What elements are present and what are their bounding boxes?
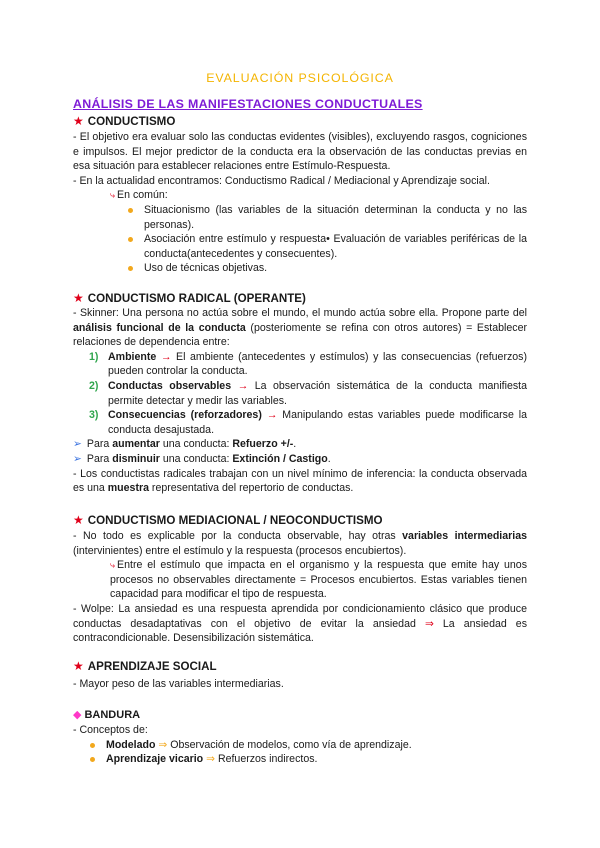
hook-arrow-icon: ⤷ <box>110 190 116 201</box>
arrow-right-icon: → <box>160 350 172 363</box>
paragraph: - Skinner: Una persona no actúa sobre el mundo, el mundo actúa sobre ella. Propone parte del análisis funcional de la conducta (posteriomente se refina con otros autores) = Establecer relaciones de dependencia entre: <box>73 307 527 349</box>
star-icon: ★ <box>73 114 84 128</box>
paragraph: - No todo es explicable por la conducta observable, hay otras variables intermediarias (intervinientes) entre el estímulo y la respuesta (procesos encubiertos). <box>73 530 527 557</box>
list-item: 2) Conductas observables → La observación sistemática de la conducta manifiesta permite detectar y medir las variables. <box>89 379 527 407</box>
paragraph: - El objetivo era evaluar solo las conductas evidentes (visibles), excluyendo rasgos, cogniciones e impulsos. El mejor predictor de la conducta era la observación de las conductas previas en esa situación para establecer relaciones entre Estímulo-Respuesta. <box>73 131 527 173</box>
section-heading-radical: ★ CONDUCTISMO RADICAL (OPERANTE) <box>73 291 306 305</box>
page-title: EVALUACIÓN PSICOLÓGICA <box>206 71 394 85</box>
section-body-conductismo <box>73 130 527 276</box>
section-heading-social: ★ APRENDIZAJE SOCIAL <box>73 659 217 673</box>
list-item: Situacionismo (las variables de la situación determinan la conducta y no las personas). <box>127 203 527 232</box>
triangle-arrow-icon: ➢ <box>73 438 82 451</box>
list-item: Asociación entre estímulo y respuesta• Evaluación de variables periféricas de la conducta(antecedentes y consecuentes). <box>127 232 527 261</box>
paragraph: - Los conductistas radicales trabajan con un nivel mínimo de inferencia: la conducta observada es una muestra representativa del repertorio de conductas. <box>73 467 527 495</box>
section-body-social <box>73 677 527 692</box>
section-heading-conductismo: ★ CONDUCTISMO <box>73 114 176 128</box>
section-body-bandura <box>73 723 527 767</box>
arrow-right-icon: → <box>237 379 249 392</box>
list-item: 3) Consecuencias (reforzadores) → Manipulando estas variables puede modificarse la conducta desajustada. <box>89 409 527 436</box>
section-heading-mediacional: ★ CONDUCTISMO MEDIACIONAL / NEOCONDUCTISMO <box>73 513 383 527</box>
list-item: Aprendizaje vicario ⇒ Refuerzos indirectos. <box>89 752 527 767</box>
star-icon: ★ <box>73 291 84 305</box>
paragraph: - Conceptos de: <box>73 724 148 736</box>
section-heading-bandura: ◆ BANDURA <box>73 709 141 721</box>
diamond-icon: ◆ <box>73 709 82 721</box>
double-arrow-icon: ⇒ <box>424 617 434 630</box>
section-body-mediacional <box>73 529 527 646</box>
hook-arrow-icon: ⤷ <box>110 560 116 571</box>
numbered-list <box>73 350 527 438</box>
arrow-right-icon: → <box>266 409 278 422</box>
list-item: 1) Ambiente → El ambiente (antecedentes y estímulos) y las consecuencias (refuerzos) pueden controlar la conducta. <box>89 350 527 378</box>
paragraph: ➢ Para disminuir una conducta: Extinción / Castigo. <box>73 452 331 465</box>
page-subtitle: ANÁLISIS DE LAS MANIFESTACIONES CONDUCTUALES <box>73 97 423 111</box>
list-item: Uso de técnicas objetivas. <box>127 261 527 276</box>
bullet-list <box>73 203 527 276</box>
list-item: Modelado ⇒ Observación de modelos, como vía de aprendizaje. <box>89 738 527 753</box>
double-arrow-icon: ⇒ <box>158 738 168 751</box>
hook-note: ⤷ Entre el estímulo que impacta en el organismo y la respuesta que emite hay unos procesos no observables directamente = Procesos encubiertos. Estas variables tienen capacidad para modificar el tipo de respuesta. <box>110 559 527 601</box>
paragraph: ➢ Para aumentar una conducta: Refuerzo +/-. <box>73 438 297 451</box>
star-icon: ★ <box>73 513 84 527</box>
paragraph: - Wolpe: La ansiedad es una respuesta aprendida por condicionamiento clásico que produce conductas desadaptativas con el objetivo de evitar la ansiedad ⇒ La ansiedad es contracondicionable. Desensibilización sistemática. <box>73 602 527 645</box>
star-icon: ★ <box>73 659 84 673</box>
paragraph: - Mayor peso de las variables intermediarias. <box>73 678 284 690</box>
triangle-arrow-icon: ➢ <box>73 452 82 465</box>
bullet-list <box>73 738 527 767</box>
double-arrow-icon: ⇒ <box>206 753 215 766</box>
section-body-radical <box>73 306 527 496</box>
paragraph: - En la actualidad encontramos: Conductismo Radical / Mediacional y Aprendizaje social. <box>73 174 490 187</box>
common-label: ⤷ En común: <box>110 189 168 202</box>
